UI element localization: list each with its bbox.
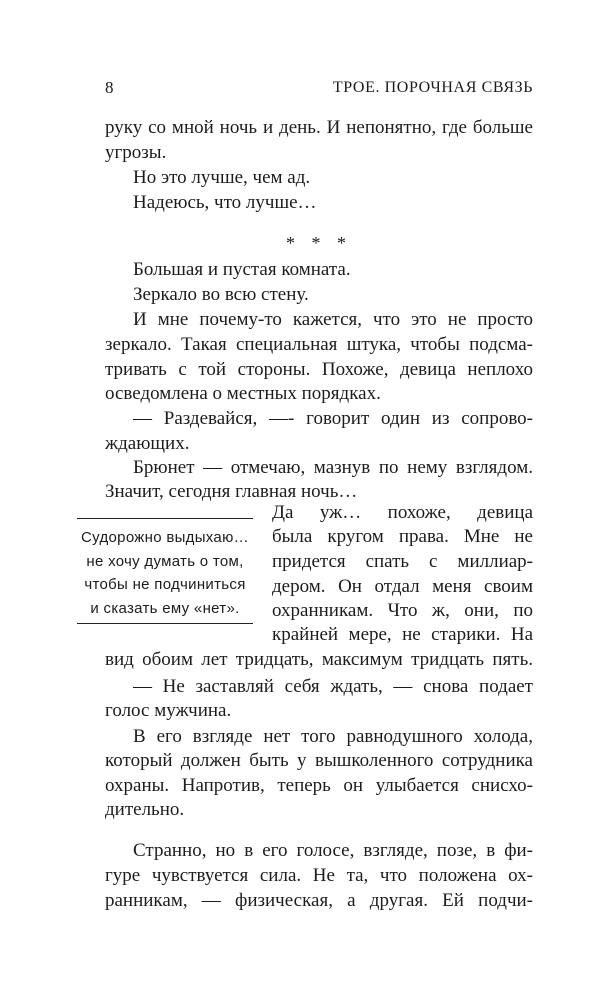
text-line: осведомлена о местных порядках. (105, 383, 381, 404)
text-line: придется спать с миллиар- (272, 551, 533, 572)
running-title: ТРОЕ. ПОРОЧНАЯ СВЯЗЬ (332, 79, 533, 96)
text-line: охранникам. Что ж, они, по (272, 600, 533, 621)
text-line: зеркало. Такая специальная штука, чтобы подсма- (105, 334, 533, 355)
text-line: угрозы. (105, 142, 167, 163)
text-line: Но это лучше, чем ад. (133, 167, 311, 188)
text-line: гуре чувствуется сила. Не та, что положена ох- (105, 865, 533, 886)
text-line: Брюнет — отмечаю, мазнув по нему взглядом. (133, 457, 533, 478)
text-line: В его взгляде нет того равнодушного холода, (133, 726, 533, 747)
text-line: Надеюсь, что лучше… (133, 192, 317, 213)
text-line: — Раздевайся, —- говорит один из сопрово- (133, 408, 533, 429)
text-line: охраны. Напротив, теперь он улыбается снисхо- (105, 775, 533, 796)
pullquote-top-rule (77, 518, 253, 519)
text-line: руку со мной ночь и день. И непонятно, где больше (105, 117, 533, 138)
text-line: дительно. (105, 799, 185, 820)
pullquote-bottom-rule (77, 623, 253, 624)
page-number: 8 (105, 78, 114, 97)
text-line: была кругом права. Мне не (272, 526, 533, 547)
pullquote-line: не хочу думать о том, (86, 552, 244, 570)
pullquote-line: чтобы не подчиниться (84, 576, 246, 593)
text-line: Да уж… похоже, девица (272, 502, 533, 523)
text-line: Большая и пустая комната. (133, 259, 351, 280)
text-line: ранникам, — физическая, а другая. Ей подчи- (105, 890, 533, 911)
text-line: дером. Он отдал меня своим (272, 576, 533, 597)
text-line: крайней мере, не старики. На (272, 624, 533, 645)
text-line: Странно, но в его голосе, взгляде, позе, в фи- (133, 840, 533, 861)
section-separator: * * * (286, 233, 352, 253)
pullquote (77, 526, 253, 620)
text-line: который должен быть у вышколенного сотрудника (105, 750, 533, 771)
text-line: тривать с той стороны. Похоже, девица неплохо (105, 359, 533, 380)
text-line: Зеркало во всю стену. (133, 284, 309, 305)
pullquote-line: и сказать ему «нет». (90, 599, 240, 617)
text-line: Значит, сегодня главная ночь… (105, 481, 358, 502)
text-line: ждающих. (105, 433, 190, 454)
text-line: И мне почему-то кажется, что это не просто (133, 309, 533, 330)
text-line: вид обоим лет тридцать, максимум тридцать пять. (105, 649, 533, 670)
text-line: голос мужчина. (105, 700, 232, 721)
pullquote-line: Судорожно выдыхаю… (81, 529, 249, 546)
text-line: — Не заставляй себя ждать, — снова подает (133, 676, 533, 697)
